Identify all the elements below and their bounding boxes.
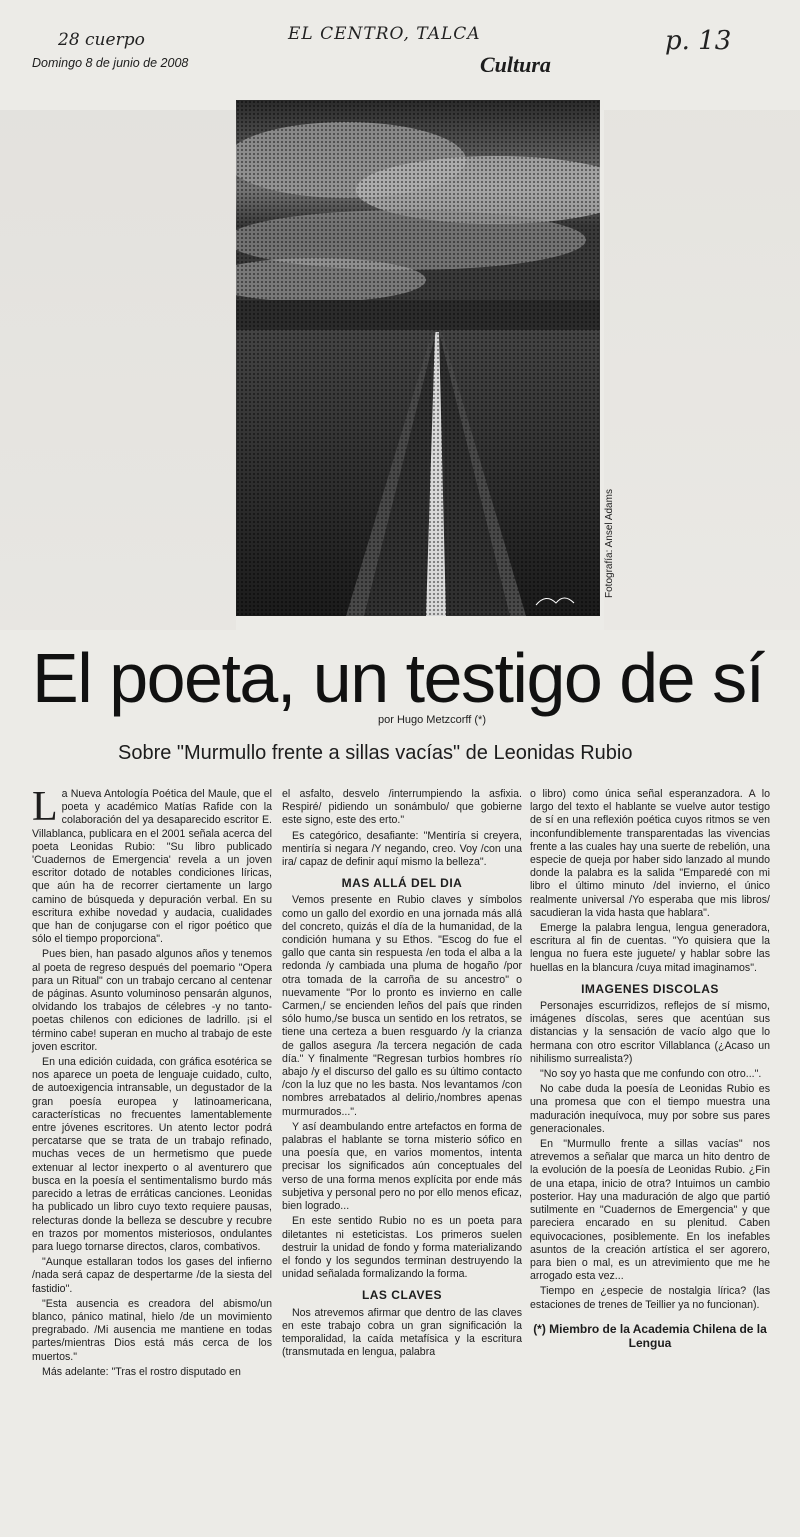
article-column-3	[530, 788, 770, 1350]
bleed-through-right	[604, 110, 800, 630]
paragraph: Y así deambulando entre artefactos en forma de palabras el hablante se torna misterio sófico en una poesía que, en varios momentos, intenta precisar los significados aún conceptuales del verso de una forma menos explícita por ende más subjetiva y personal pero no por ello menos eficaz, bien logrado...	[282, 1120, 522, 1213]
paragraph: Es categórico, desafiante: "Mentiría si creyera, mentiría si negara /Y negando, creo. Voy /con una ira/ capaz de definir aquí mismo la belleza".	[282, 829, 522, 869]
section-heading: LAS CLAVES	[361, 1288, 443, 1303]
paragraph: Tiempo en ¿especie de nostalgia lírica? (las estaciones de trenes de Teillier ya no funcionan).	[530, 1285, 770, 1311]
paragraph: En este sentido Rubio no es un poeta para diletantes ni esteticistas. Los primeros suelen destruir la unidad de fondo y forma materializando el fondo y los segundos terminan destruyendo la unidad señalada formalizando la forma.	[282, 1215, 522, 1281]
byline: por Hugo Metzcorff (*)	[378, 714, 487, 726]
paragraph: o libro) como única señal esperanzadora. A lo largo del texto el hablante se vuelve autor testigo de sí en una reflexión poética cuyos ritmos se ven inconfundiblemente transparentadas las vivencias frente a las cuales hay una suerte de rebelión, una especie de queja por haber sido lanzado al mundo donde la palabra es la salida "Emparedé con mi libro el último minuto /del invierno, el único realmente universal /Yo esperaba que mis libros/ sacudieran la vida hasta que hablara".	[530, 788, 770, 919]
paragraph: Emerge la palabra lengua, lengua generadora, escritura al fin de cuentas. "Yo quisiera que la lengua no fuera este juguete/ y hablar sobre las huellas en la blancura /cuya mitad imaginamos".	[530, 922, 770, 974]
drop-cap: L	[32, 784, 58, 830]
paragraph: La Nueva Antología Poética del Maule, que el poeta y académico Matías Rafide con la colaboración del ya desaparecido escritor E. Villablanca, publicara en el 2001 señala acerca del poeta Leonidas Rubio: "Su libro publicado 'Cuadernos de Emergencia' revela a un joven escritor dotado de notables condiciones líricas, que aún ha de recorrer ciertamente un largo camino de búsqueda y depuración verbal. En su escritura exhibe novedad y audacia, cualidades que han de conjugarse con el rigor poético que sólo el tiempo proporciona".	[32, 784, 272, 946]
paragraph: "No soy yo hasta que me confundo con otro...".	[540, 1068, 762, 1081]
paragraph: En una edición cuidada, con gráfica esotérica se nos aparece un poeta de lenguaje cuidado, culto, de autoexigencia intransable, un degustador de la gran poesía europea y latinoamericana, características no frecuentes lamentablemente entre jóvenes escritores. Un atento lector podrá percatarse que se trata de un trabajo refinado, muchas veces de un hermetismo que puede extenuar al lector inexperto o al aventurero que busca en la poesía el sentimentalismo burdo más parecido a letras de erráticas canciones. Leonidas ha publicado un libro cuyo texto requiere pausas, relecturas donde la belleza se descubre y recubre en trazos por momentos misteriosos, ondulantes para luego tornarse directos, claros, combativos.	[32, 1056, 272, 1253]
handwritten-note-left: 28 cuerpo	[58, 30, 145, 50]
handwritten-page-number: p. 13	[665, 26, 732, 56]
paragraph: En "Murmullo frente a sillas vacías" nos atrevemos a señalar que marca un hito dentro de la evolución de la poesía de Leonidas Rubio. ¿Fin de una etapa, inicio de otra? Intuimos un cambio posterior. Hay una maduración de algo que partió sutilmente en "Cuadernos de Emergencia" y que pareciera encarado en su plenitud. Caben equivocaciones, posiblemente. En los inefables asuntos de la creación artística el ser agorero, para bien o mal, es un atrevimiento que me he arrogado esta vez...	[530, 1138, 770, 1283]
section-heading: MAS ALLÁ DEL DIA	[341, 876, 463, 891]
paragraph: Nos atrevemos afirmar que dentro de las claves en este trabajo cobra un gran significación la temporalidad, la caída metafísica y la escritura (transmutada en lengua, palabra	[282, 1306, 522, 1359]
paragraph: Más adelante: "Tras el rostro disputado en	[42, 1365, 241, 1378]
dateline: Domingo 8 de junio de 2008	[32, 56, 189, 70]
author-footnote: (*) Miembro de la Academia Chilena de la Lengua	[533, 1321, 767, 1350]
paragraph: No cabe duda la poesía de Leonidas Rubio es una promesa que con el tiempo muestra una maduración inequívoca, muy por sobre sus pares generacionales.	[530, 1083, 770, 1135]
paragraph: Pues bien, han pasado algunos años y tenemos al poeta de regreso después del poemario "Opera para un Ritual" con un trabajo cercano al centenar de páginas. Asunto voluminoso pensarán algunos, olvidando los trabajos de célebres -y no tanto- poetas chilenos con ediciones de ladrillo. ¡si el término cabe! superan en mucho al trabajo de este joven escritor.	[32, 948, 272, 1053]
article-column-2	[282, 788, 522, 1361]
subtitle: Sobre "Murmullo frente a sillas vacías" de Leonidas Rubio	[118, 742, 633, 764]
paragraph: Personajes escurridizos, reflejos de sí mismo, imágenes díscolas, seres que acentúan sus distancias y la sensación de vacío algo que lo hermana con otro escritor Villablanca (¿Acaso un nihilismo surrealista?)	[530, 1000, 770, 1065]
paragraph: Vemos presente en Rubio claves y símbolos como un gallo del exordio en una jornada más allá del concreto, quizás el día de la humanidad, de la condición humana y su Ethos. "Escog do fue el gallo que canta sin respuesta /en toda el alba a la redonda /y cambiada una pluma de hogaño /por otra tomada de la carroña de su ancestro" o nuevamente "Por lo pronto es invierno en calle Carmen,/ se encienden leños del país que rinden sólo humo,/se busca un sentido en los retratos, se tiene una certeza a buen resguardo /y la crianza de gallos asegura /la tercera negación de cada día." Y finalmente "Regresan turbios hombres río abajo /y el discurso del gallo es su último contacto /con la luz que no les basta. Nos levantamos /con nombres arrebatados al delirio,/nombres apenas murmurados...".	[282, 894, 522, 1118]
paragraph: el asfalto, desvelo /interrumpiendo la asfixia. Respiré/ pidiendo un sonámbulo/ que gobierne este signo, este des erto."	[282, 788, 522, 827]
section-heading: IMAGENES DISCOLAS	[581, 981, 719, 996]
article-column-1	[32, 784, 272, 1381]
bleed-through-left	[0, 110, 236, 630]
road-photograph	[236, 100, 600, 616]
paragraph: "Esta ausencia es creadora del abismo/un blanco, pánico matinal, hielo /de un movimiento pregrabado. /Mi ausencia me mantiene en todas partes/mientras Dios está más cerca de los muertos."	[32, 1297, 272, 1363]
section-title: Cultura	[480, 52, 551, 77]
headline: El poeta, un testigo de sí	[32, 639, 764, 717]
paragraph: "Aunque estallaran todos los gases del infierno /nada será capaz de despertarme /de la siesta del fastidio".	[32, 1256, 272, 1295]
handwritten-note-center: EL CENTRO, TALCA	[288, 24, 481, 44]
photo-credit: Fotografía: Ansel Adams	[604, 489, 615, 598]
road-landscape-image	[236, 100, 600, 616]
